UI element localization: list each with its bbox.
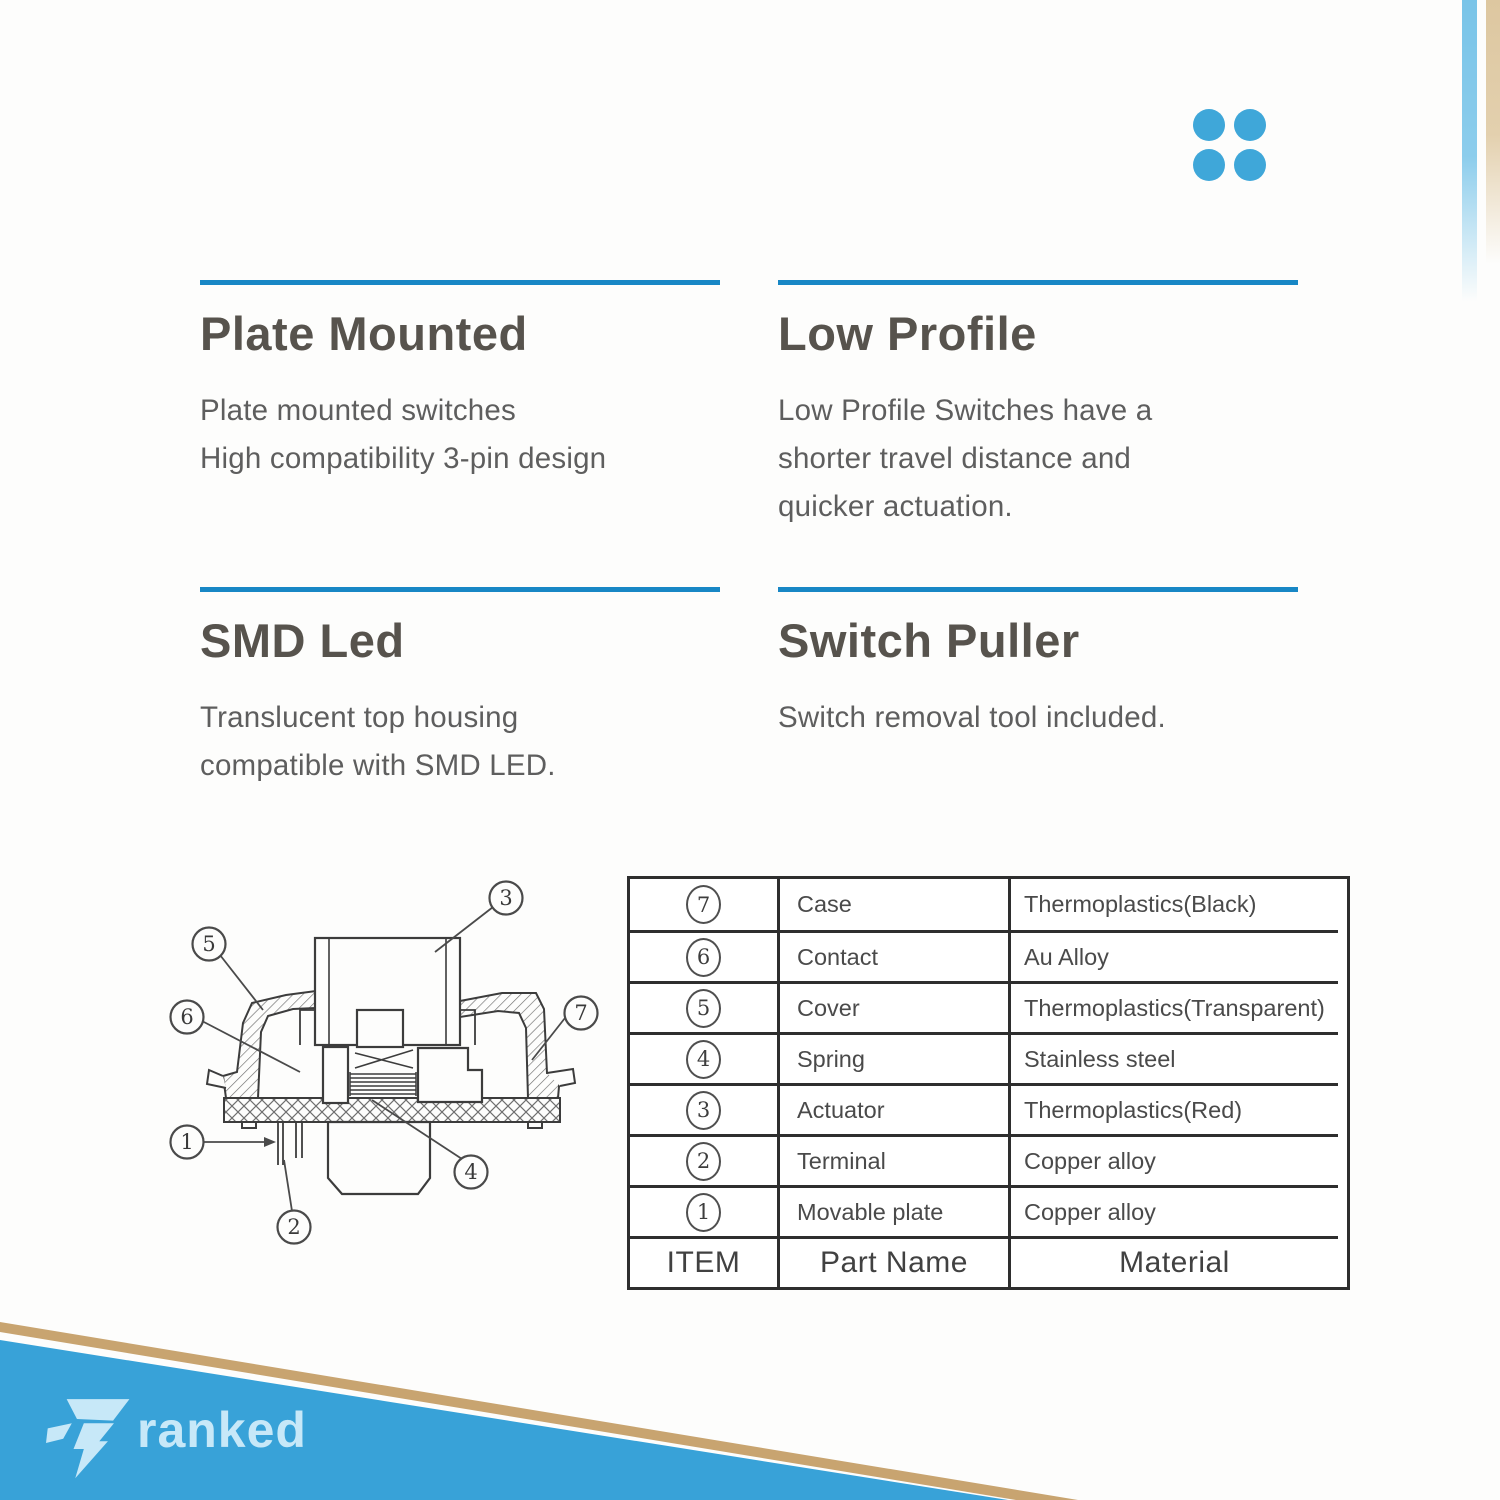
svg-text:7: 7 [574, 1001, 588, 1025]
callout-2 [278, 1211, 311, 1244]
feature-plate-mounted [200, 280, 720, 483]
section-divider [200, 280, 720, 285]
feature-text-line: High compatibility 3-pin design [200, 442, 607, 476]
feature-text-line: quicker actuation. [778, 490, 1013, 524]
svg-text:1: 1 [180, 1130, 194, 1154]
ranked-logo-icon [46, 1394, 132, 1480]
callout-3 [490, 882, 523, 915]
svg-text:3: 3 [499, 886, 513, 910]
item-cell [630, 981, 780, 1032]
item-number: 7 [686, 885, 721, 924]
feature-title: Plate Mounted [200, 307, 528, 360]
part-name-cell: Spring [780, 1032, 1011, 1083]
item-number: 3 [686, 1091, 721, 1130]
feature-title: Low Profile [778, 307, 1037, 360]
feature-text-line: Translucent top housing [200, 701, 519, 735]
svg-text:5: 5 [202, 932, 216, 956]
feature-low-profile [778, 280, 1298, 531]
brand-dot [1234, 149, 1266, 181]
section-divider [778, 587, 1298, 592]
switch-cross-section-diagram [130, 860, 610, 1280]
material-cell: Thermoplastics(Transparent) [1011, 981, 1338, 1032]
part-name-cell: Actuator [780, 1083, 1011, 1134]
brand-dot [1193, 149, 1225, 181]
edge-stripe-tan [1486, 0, 1500, 480]
material-cell: Copper alloy [1011, 1134, 1338, 1185]
table-header-item: ITEM [630, 1236, 780, 1287]
callout-4 [455, 1156, 488, 1189]
part-name-cell: Terminal [780, 1134, 1011, 1185]
switch-internals [278, 938, 482, 1194]
feature-text-line: shorter travel distance and [778, 442, 1132, 476]
callout-1 [171, 1126, 204, 1159]
item-number: 1 [686, 1193, 721, 1232]
item-number: 5 [686, 989, 721, 1028]
feature-text-line: Switch removal tool included. [778, 701, 1166, 735]
part-name-cell: Cover [780, 981, 1011, 1032]
item-cell [630, 1032, 780, 1083]
material-cell: Au Alloy [1011, 930, 1338, 981]
terminal-pins [278, 1122, 302, 1165]
bottom-band [0, 1270, 1500, 1500]
item-number: 2 [686, 1142, 721, 1181]
part-name-cell: Case [780, 879, 1011, 930]
feature-text-line: compatible with SMD LED. [200, 749, 556, 783]
part-name-cell: Movable plate [780, 1185, 1011, 1236]
item-number: 4 [686, 1040, 721, 1079]
parts-table [627, 876, 1350, 1290]
material-cell: Stainless steel [1011, 1032, 1338, 1083]
feature-text-line: Plate mounted switches [200, 394, 516, 428]
svg-text:6: 6 [180, 1005, 194, 1029]
item-cell [630, 1083, 780, 1134]
callout-5 [193, 928, 226, 961]
ranked-logo-text: ranked [137, 1402, 307, 1458]
table-header-part-name: Part Name [780, 1236, 1011, 1287]
svg-text:4: 4 [464, 1160, 478, 1184]
brand-dot [1193, 109, 1225, 141]
part-name-cell: Contact [780, 930, 1011, 981]
svg-text:2: 2 [287, 1215, 301, 1239]
brand-dot [1234, 109, 1266, 141]
material-cell: Thermoplastics(Black) [1024, 891, 1257, 917]
feature-text-line: Low Profile Switches have a [778, 394, 1153, 428]
material-cell: Copper alloy [1011, 1185, 1338, 1236]
callout-7 [565, 997, 598, 1030]
material-cell: Thermoplastics(Red) [1011, 1083, 1338, 1134]
item-number: 6 [686, 938, 721, 977]
feature-smd-led [200, 587, 720, 790]
item-cell [630, 1185, 780, 1236]
feature-switch-puller [778, 587, 1298, 742]
section-divider [778, 280, 1298, 285]
item-cell [630, 930, 780, 981]
item-cell [630, 879, 780, 930]
feature-title: SMD Led [200, 614, 405, 667]
callout-6 [171, 1001, 204, 1034]
spring-coils [350, 1072, 416, 1096]
feature-title: Switch Puller [778, 614, 1080, 667]
item-cell [630, 1134, 780, 1185]
section-divider [200, 587, 720, 592]
table-header-material: Material [1011, 1236, 1338, 1287]
edge-stripe-blue [1462, 0, 1477, 520]
